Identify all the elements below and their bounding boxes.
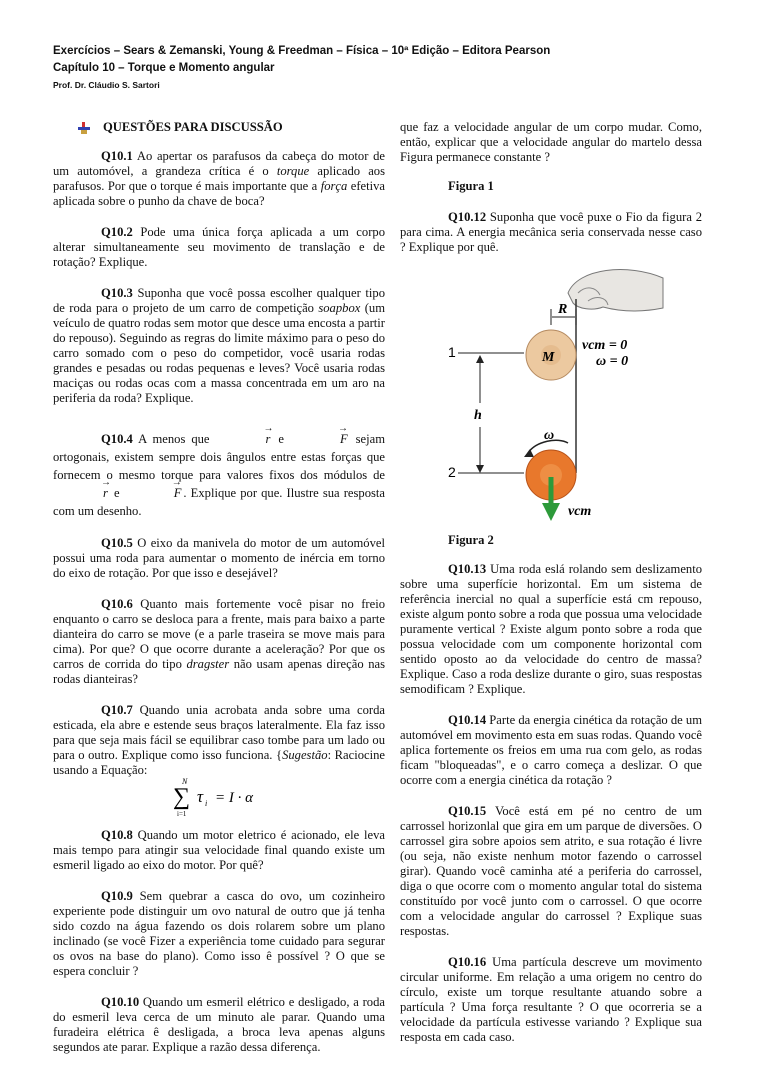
question-q10-15: Q10.15 Você está em pé no centro de um carrossel horizonlal que gira em um parque de diversões. O carrossel gira sobre apoios sem atrito, e sua rotação é livre (ou seja, não existe nenhum motor fazendo o carrossel girar). Quando você caminha até a periferia do carrossel, diga o que ocorre com o momento angular total do sistema constituído por você junto com o carrossel. O que ocorre com a velocidade angular do carrossel ? Explique suas respostas. [400, 804, 702, 938]
question-q10-14: Q10.14 Parte da energia cinética da rotação de um automóvel em movimento esta em suas rodas. Quando você aplica fortemente os freios em uma rua com gelo, as rodas ficam "bloqueadas", e o carro começa a deslizar. O que ocorre com a energia cinética da rotação ? [400, 713, 702, 787]
svg-text:= I · α: = I · α [215, 790, 253, 806]
torque-equation [53, 778, 385, 818]
question-q10-6: Q10.6 Quanto mais fortemente você pisar no freio enquanto o carro se desloca para a frente, mais para baixo a parte dianteira do carro se move (e a parle traseira se move mais para cima). Por que? O que ocorre durante a aceleração? Por que os carros de corrida do tipo dragster não usam apenas direção nas rodas dianteiras? [53, 597, 385, 686]
svg-text:M: M [542, 350, 555, 365]
question-q10-5: Q10.5 O eixo da manivela do motor de um automóvel possui uma roda para aumentar o momento de inércia em torno do eixo de rotação. Por que isso e desejável? [53, 536, 385, 580]
hand-bullet-icon [77, 122, 91, 134]
f-vector: → F [290, 430, 350, 448]
svg-text:2: 2 [448, 464, 456, 480]
svg-text:vcm = 0: vcm = 0 [582, 338, 628, 353]
svg-text:vcm: vcm [568, 504, 592, 519]
left-column [53, 120, 385, 1071]
question-q10-9: Q10.9 Sem quebrar a casca do ovo, um cozinheiro experiente pode distinguir um ovo natural de outro que já tenha sido cozdo na água fazendo os dois rolarem sobre um plano inclinado (se você Fizer a experiência tome cuidado para segurar os ovos na base do plano). Como isso ê possível ? O que se espera concluir ? [53, 889, 385, 978]
section-title: QUESTÕES PARA DISCUSSÃO [103, 120, 283, 134]
svg-text:1: 1 [448, 344, 456, 360]
svg-text:i=1: i=1 [177, 810, 187, 818]
question-q10-12: Q10.12 Suponha que você puxe o Fio da figura 2 para cima. A energia mecânica seria conservada nesse caso ? Explique por quê. [400, 210, 702, 254]
velocity-arrow-icon [542, 503, 560, 521]
question-q10-2: Q10.2 Pode uma única força aplicada a um corpo alterar simultaneamente seu movimento de translação e de rotação? Explique. [53, 225, 385, 269]
question-q10-1: Q10.1 Ao apertar os parafusos da cabeça do motor de um automóvel, a grandeza crítica é o torque aplicado aos parafusos. Por que o torque é mais importante que a força efetiva aplicada sobre o punho da chave de boca? [53, 149, 385, 208]
svg-text:ω = 0: ω = 0 [596, 354, 629, 369]
svg-text:N: N [182, 778, 188, 786]
figure-1-caption: Figura 1 [448, 179, 494, 193]
author: Prof. Dr. Cláudio S. Sartori [53, 80, 160, 90]
svg-text:h: h [474, 408, 482, 423]
svg-text:τ: τ [197, 787, 204, 806]
question-q10-4: Q10.4 A menos que → r e → F sejam ortogonais, existem sempre dois ângulos entre estas forças que fornecem o mesmo torque para valores fixos dos módulos de → r e → F . Explique por que. Ilustre sua resposta com um desenho. [53, 430, 385, 520]
yoyo-diagram [428, 263, 668, 523]
section-heading [53, 120, 385, 135]
figure-2-caption: Figura 2 [448, 533, 494, 547]
svg-text:R: R [558, 302, 568, 317]
question-q10-16: Q10.16 Uma partícula descreve um movimento circular uniforme. Em relação a uma origem no centro do círculo, existe um torque resultante atuando sobre a partícula ? Uma força resultante ? O que ocorreria se a velocidade da partícula estivesse variando ? Explique sua resposta em cada caso. [400, 955, 702, 1044]
r-vector: → r [216, 430, 273, 448]
question-q10-11-continued: que faz a velocidade angular de um corpo mudar. Como, então, explicar que a velocidade angular do martelo dessa Figura permanece constante ? [400, 120, 702, 164]
chapter-title: Capítulo 10 – Torque e Momento angular [53, 62, 275, 74]
svg-text:i: i [205, 799, 208, 808]
svg-text:∑: ∑ [173, 784, 191, 810]
svg-text:ω: ω [544, 428, 555, 443]
header-title: Exercícios – Sears & Zemanski, Young & Freedman – Física – 10ª Edição – Editora Pearson [53, 45, 551, 57]
question-q10-3: Q10.3 Suponha que você possa escolher qualquer tipo de roda para o projeto de um carro de competição soapbox (um veículo de quatro rodas sem motor que desce uma encosta a partir do repouso). Seguindo as regras do limite máximo para o peso do carro somado com o peso do competidor, você usaria rodas grandes e pesadas ou rodas pequenas e leves? Você usaria rodas maciças ou rodas ocas com a massa concentrada em um aro na periferia da roda? Explique. [53, 286, 385, 405]
question-q10-10: Q10.10 Quando um esmeril elétrico e desligado, a roda do esmeril leva cerca de um minuto ale parar. Quando uma furadeira elétrica ê desligada, a broca leva apenas alguns segundos ate parar. Explique a razão dessa diferença. [53, 995, 385, 1054]
question-q10-7: Q10.7 Quando unia acrobata anda sobre uma corda esticada, ela abre e estende seus braços lateralmente. Ela faz isso para que seja mais fácil se equilibrar caso tombe para um lado ou para o outro. Explique como isso funciona. {Sugestão: Raciocine usando a Equação: [53, 703, 385, 777]
figure-2 [428, 263, 702, 527]
question-q10-8: Q10.8 Quando um motor eletrico é acionado, ele leva mais tempo para atingir sua velocidade final quando existe um esmeril ligado ao eixo do motor. Por quê? [53, 828, 385, 872]
question-q10-13: Q10.13 Uma roda eslá rolando sem deslizamento sobre uma superfície horizontal. Em um sistema de referência inercial no qual a superfície está cm repouso, existe algum ponto sobre a roda que possua uma velocidade puramente vertical ? Existe algum ponto sobre a roda que possua velocidade com um componente horizontal com sentido oposto ao da velocidade do centro de massa? Explique. Caso a roda deslize durante o giro, suas respostas semodificam ? Explique. [400, 562, 702, 696]
sum-formula [169, 778, 269, 818]
right-column [400, 120, 702, 1061]
